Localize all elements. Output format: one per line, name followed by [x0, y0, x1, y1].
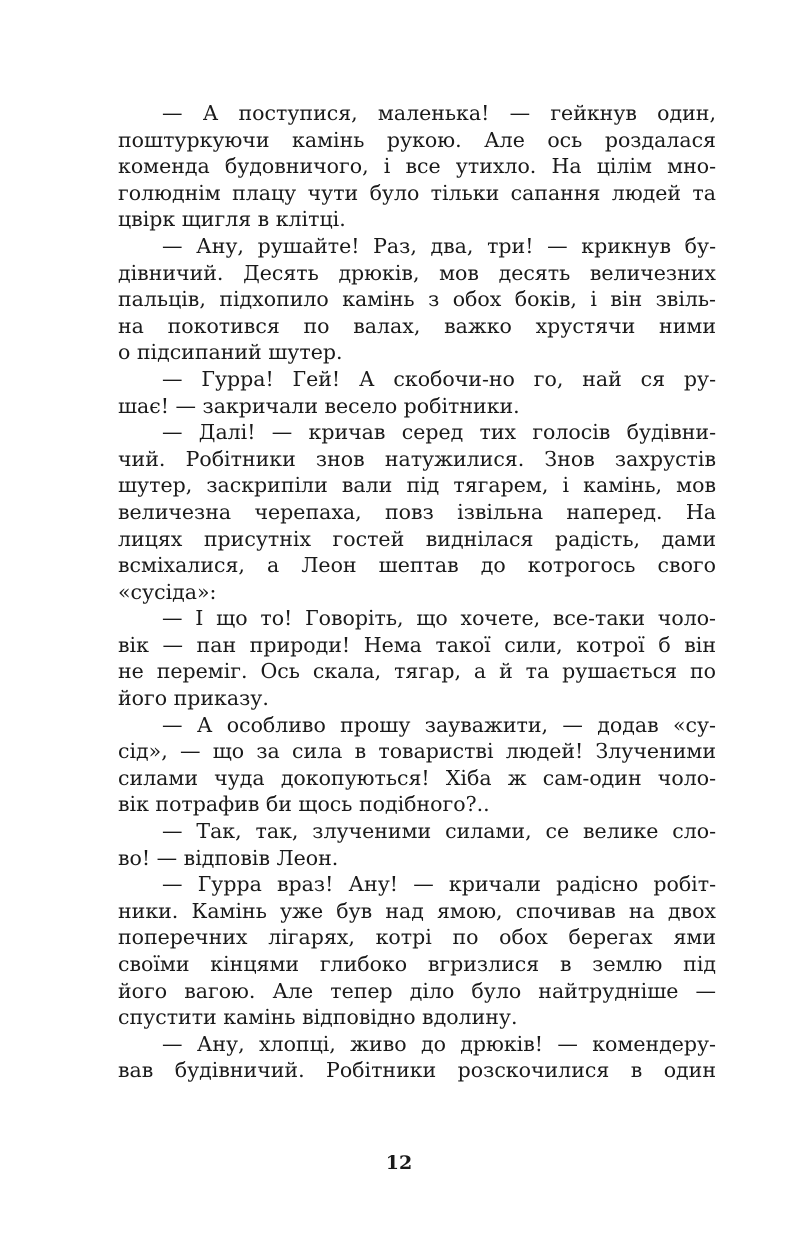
- text-line: — А особливо прошу зауважити, — додав «су-: [162, 712, 716, 737]
- text-line: чий. Робітники знов натужилися. Знов захрустів: [118, 446, 716, 471]
- text-line: — Далі! — кричав серед тих голосів будівни-: [162, 420, 716, 445]
- text-line: — Гурра! Гей! А скобочи-но го, най ся ру-: [162, 366, 716, 391]
- text-line: поштуркуючи камінь рукою. Але ось роздалася: [118, 127, 716, 152]
- text-line: шутер, заскрипіли вали під тягарем, і камінь, мов: [118, 473, 716, 498]
- text-line: його приказу.: [118, 686, 269, 711]
- text-line: на покотився по валах, важко хрустячи ними: [118, 313, 716, 338]
- text-line: силами чуда докопуються! Хіба ж сам-один чоло-: [118, 765, 716, 790]
- text-line: дівничий. Десять дрюків, мов десять величезних: [118, 260, 716, 285]
- text-line: вік — пан природи! Нема такої сили, котрої б він: [118, 632, 716, 657]
- text-line: цвірк щигля в клітці.: [118, 207, 346, 232]
- text-line: не переміг. Ось скала, тягар, а й та рушається по: [118, 659, 716, 684]
- text-line: — Ану, хлопці, живо до дрюків! — комендеру-: [162, 1031, 716, 1056]
- text-line: вік потрафив би щось подібного?..: [118, 792, 490, 817]
- text-line: поперечних лігарях, котрі по обох берегах ями: [118, 925, 716, 950]
- text-line: «сусіда»:: [118, 579, 217, 604]
- text-line: його вагою. Але тепер діло було найтрудніше —: [118, 978, 716, 1003]
- body-text: [118, 100, 716, 1084]
- text-line: ники. Камінь уже був над ямою, спочивав на двох: [118, 898, 716, 923]
- text-line: вав будівничий. Робітники розскочилися в один: [118, 1058, 716, 1083]
- text-line: голюднім плацу чути було тільки сапання людей та: [118, 180, 716, 205]
- text-line: — А поступися, маленька! — гейкнув один,: [162, 101, 716, 125]
- page-number: 12: [385, 1152, 413, 1174]
- text-line: во! — відповів Леон.: [118, 845, 339, 870]
- text-line: коменда будовничого, і все утихло. На цілім мно-: [118, 154, 716, 179]
- text-line: величезна черепаха, повз ізвільна наперед. На: [118, 499, 716, 524]
- text-line: — І що то! Говоріть, що хочете, все-таки чоло-: [162, 606, 716, 631]
- text-line: всміхалися, а Леон шептав до котрогось свого: [118, 553, 716, 578]
- text-line: — Так, так, злученими силами, се велике сло-: [162, 819, 716, 844]
- text-line: о підсипаний шутер.: [118, 340, 343, 365]
- text-line: своїми кінцями глибоко вгризлися в землю під: [118, 952, 716, 976]
- text-line: лицях присутніх гостей виднілася радість, дами: [118, 526, 716, 551]
- text-line: сід», — що за сила в товаристві людей! Злученими: [118, 739, 716, 764]
- text-line: шає! — закричали весело робітники.: [118, 393, 520, 418]
- text-line: спустити камінь відповідно вдолину.: [118, 1005, 518, 1030]
- text-line: — Ану, рушайте! Раз, два, три! — крикнув бу-: [162, 233, 716, 258]
- text-line: — Гурра враз! Ану! — кричали радісно робіт-: [162, 872, 716, 897]
- text-line: пальців, підхопило камінь з обох боків, і він звіль-: [118, 287, 716, 312]
